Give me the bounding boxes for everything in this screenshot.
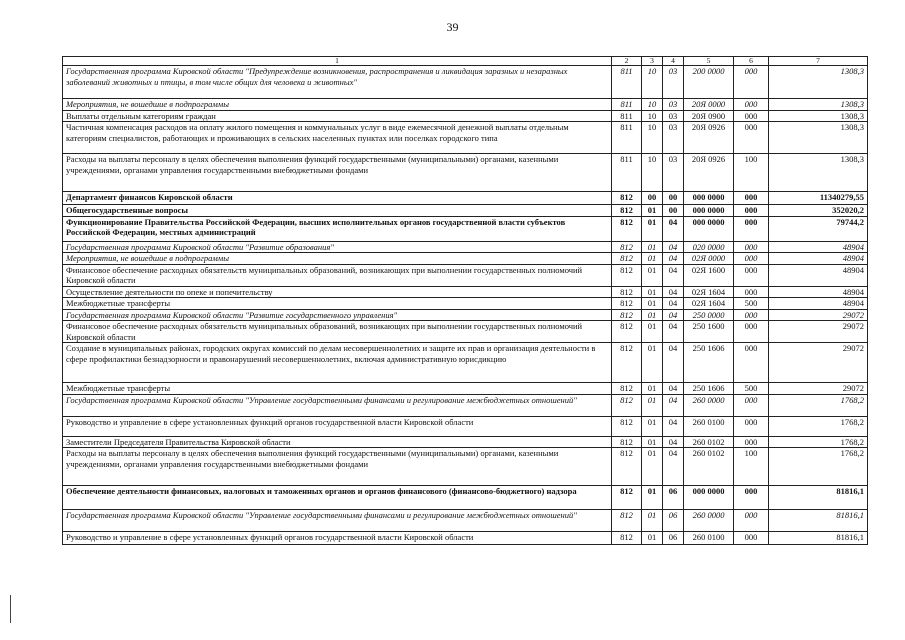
row-subsection: 06 xyxy=(663,532,684,545)
row-name: Мероприятия, не вошедшие в подпрограммы xyxy=(63,253,612,265)
row-subsection: 04 xyxy=(663,448,684,486)
row-subsection: 06 xyxy=(663,510,684,532)
row-name: Функционирование Правительства Российской Федерации, высших исполнительных органов государственной власти субъектов Российской Федерации, местных администраций xyxy=(63,216,612,241)
row-amount: 48904 xyxy=(769,241,868,253)
row-section: 01 xyxy=(642,253,663,265)
table-row xyxy=(63,343,868,383)
row-section: 01 xyxy=(642,216,663,241)
table-row xyxy=(63,383,868,395)
row-subsection: 03 xyxy=(663,154,684,192)
row-amount: 81816,1 xyxy=(769,510,868,532)
row-target-article: 250 1600 xyxy=(684,321,734,343)
row-name: Государственная программа Кировской области "Развитие образования" xyxy=(63,241,612,253)
row-target-article: 020 0000 xyxy=(684,241,734,253)
table-row xyxy=(63,205,868,217)
row-expense-type: 000 xyxy=(734,264,769,286)
row-target-article: 20Я 0900 xyxy=(684,110,734,122)
row-ministry-code: 811 xyxy=(612,154,642,192)
row-section: 01 xyxy=(642,436,663,448)
row-expense-type: 000 xyxy=(734,66,769,99)
table-row xyxy=(63,448,868,486)
row-expense-type: 000 xyxy=(734,253,769,265)
row-section: 10 xyxy=(642,99,663,111)
row-subsection: 00 xyxy=(663,205,684,217)
row-ministry-code: 812 xyxy=(612,205,642,217)
row-subsection: 04 xyxy=(663,343,684,383)
row-expense-type: 000 xyxy=(734,192,769,205)
header-col-3: 3 xyxy=(642,57,663,66)
row-target-article: 000 0000 xyxy=(684,205,734,217)
row-target-article: 250 1606 xyxy=(684,383,734,395)
table-row xyxy=(63,99,868,111)
row-section: 01 xyxy=(642,298,663,310)
row-amount: 79744,2 xyxy=(769,216,868,241)
row-name: Руководство и управление в сфере установленных функций органов государственной власти Кировской области xyxy=(63,416,612,436)
row-expense-type: 000 xyxy=(734,309,769,321)
row-ministry-code: 812 xyxy=(612,298,642,310)
row-target-article: 260 0100 xyxy=(684,532,734,545)
row-name: Заместители Председателя Правительства Кировской области xyxy=(63,436,612,448)
row-expense-type: 000 xyxy=(734,122,769,154)
header-col-1: 1 xyxy=(63,57,612,66)
row-ministry-code: 812 xyxy=(612,383,642,395)
row-ministry-code: 812 xyxy=(612,532,642,545)
row-amount: 1308,3 xyxy=(769,122,868,154)
row-amount: 1768,2 xyxy=(769,416,868,436)
row-ministry-code: 812 xyxy=(612,394,642,416)
row-subsection: 03 xyxy=(663,66,684,99)
table-row xyxy=(63,110,868,122)
table-row xyxy=(63,241,868,253)
row-name: Обеспечение деятельности финансовых, налоговых и таможенных органов и органов финансового (финансово-бюджетного) надзора xyxy=(63,486,612,510)
table-row xyxy=(63,192,868,205)
row-target-article: 260 0100 xyxy=(684,416,734,436)
table-row xyxy=(63,66,868,99)
row-target-article: 20Я 0000 xyxy=(684,99,734,111)
row-amount: 352020,2 xyxy=(769,205,868,217)
row-amount: 29072 xyxy=(769,321,868,343)
row-amount: 11340279,55 xyxy=(769,192,868,205)
header-col-4: 4 xyxy=(663,57,684,66)
row-ministry-code: 812 xyxy=(612,321,642,343)
row-ministry-code: 812 xyxy=(612,253,642,265)
row-expense-type: 100 xyxy=(734,154,769,192)
row-ministry-code: 811 xyxy=(612,66,642,99)
header-col-6: 6 xyxy=(734,57,769,66)
row-ministry-code: 812 xyxy=(612,448,642,486)
row-section: 01 xyxy=(642,205,663,217)
table-row xyxy=(63,416,868,436)
row-target-article: 260 0000 xyxy=(684,394,734,416)
row-ministry-code: 811 xyxy=(612,110,642,122)
budget-table xyxy=(62,56,868,545)
row-name: Межбюджетные трансферты xyxy=(63,383,612,395)
row-ministry-code: 812 xyxy=(612,486,642,510)
row-section: 01 xyxy=(642,486,663,510)
row-ministry-code: 812 xyxy=(612,436,642,448)
row-target-article: 20Я 0926 xyxy=(684,154,734,192)
table-row xyxy=(63,216,868,241)
row-subsection: 04 xyxy=(663,321,684,343)
table-row xyxy=(63,286,868,298)
row-name: Расходы на выплаты персоналу в целях обеспечения выполнения функций государственными (муниципальными) органами, казенными учреждениями, органами управления государственными внебюджетными фондами xyxy=(63,154,612,192)
header-col-7: 7 xyxy=(769,57,868,66)
row-name: Руководство и управление в сфере установленных функций органов государственной власти Кировской области xyxy=(63,532,612,545)
row-expense-type: 000 xyxy=(734,99,769,111)
row-subsection: 03 xyxy=(663,99,684,111)
row-subsection: 06 xyxy=(663,486,684,510)
table-row xyxy=(63,253,868,265)
row-amount: 81816,1 xyxy=(769,532,868,545)
row-target-article: 000 0000 xyxy=(684,486,734,510)
table-row xyxy=(63,532,868,545)
row-expense-type: 500 xyxy=(734,298,769,310)
row-name: Частичная компенсация расходов на оплату жилого помещения и коммунальных услуг в виде ежемесячной денежной выплаты отдельным категориям специалистов, работающих и проживающих в сельских населенных пунктах или поселках городского типа xyxy=(63,122,612,154)
row-target-article: 000 0000 xyxy=(684,216,734,241)
row-name: Финансовое обеспечение расходных обязательств муниципальных образований, возникающих при выполнении государственных полномочий Кировской области xyxy=(63,264,612,286)
row-amount: 1308,3 xyxy=(769,154,868,192)
row-expense-type: 000 xyxy=(734,510,769,532)
row-name: Создание в муниципальных районах, городских округах комиссий по делам несовершеннолетних и защите их прав и организация деятельности в сфере профилактики безнадзорности и правонарушений несовершеннолетних, включая административную юрисдикцию xyxy=(63,343,612,383)
row-section: 10 xyxy=(642,110,663,122)
row-target-article: 260 0000 xyxy=(684,510,734,532)
row-ministry-code: 812 xyxy=(612,241,642,253)
row-expense-type: 000 xyxy=(734,286,769,298)
row-subsection: 04 xyxy=(663,264,684,286)
row-section: 01 xyxy=(642,241,663,253)
row-amount: 48904 xyxy=(769,253,868,265)
row-expense-type: 000 xyxy=(734,416,769,436)
row-subsection: 03 xyxy=(663,110,684,122)
row-name: Выплаты отдельным категориям граждан xyxy=(63,110,612,122)
row-ministry-code: 812 xyxy=(612,216,642,241)
row-name: Финансовое обеспечение расходных обязательств муниципальных образований, возникающих при выполнении государственных полномочий Кировской области xyxy=(63,321,612,343)
row-ministry-code: 812 xyxy=(612,510,642,532)
table-row xyxy=(63,122,868,154)
row-target-article: 02Я 0000 xyxy=(684,253,734,265)
row-name: Общегосударственные вопросы xyxy=(63,205,612,217)
row-ministry-code: 812 xyxy=(612,416,642,436)
row-name: Мероприятия, не вошедшие в подпрограммы xyxy=(63,99,612,111)
row-section: 01 xyxy=(642,321,663,343)
row-ministry-code: 812 xyxy=(612,286,642,298)
row-amount: 1768,2 xyxy=(769,394,868,416)
row-expense-type: 000 xyxy=(734,532,769,545)
row-target-article: 200 0000 xyxy=(684,66,734,99)
row-amount: 29072 xyxy=(769,343,868,383)
row-amount: 48904 xyxy=(769,298,868,310)
row-ministry-code: 812 xyxy=(612,343,642,383)
table-row xyxy=(63,436,868,448)
row-target-article: 250 0000 xyxy=(684,309,734,321)
row-expense-type: 000 xyxy=(734,436,769,448)
row-section: 01 xyxy=(642,510,663,532)
row-ministry-code: 812 xyxy=(612,264,642,286)
row-expense-type: 000 xyxy=(734,110,769,122)
margin-rule xyxy=(10,595,11,623)
row-target-article: 02Я 1604 xyxy=(684,298,734,310)
row-amount: 81816,1 xyxy=(769,486,868,510)
row-name: Осуществление деятельности по опеке и попечительству xyxy=(63,286,612,298)
row-section: 10 xyxy=(642,122,663,154)
row-amount: 48904 xyxy=(769,286,868,298)
row-amount: 1768,2 xyxy=(769,448,868,486)
row-expense-type: 000 xyxy=(734,321,769,343)
row-subsection: 04 xyxy=(663,394,684,416)
row-target-article: 20Я 0926 xyxy=(684,122,734,154)
row-target-article: 260 0102 xyxy=(684,436,734,448)
row-ministry-code: 812 xyxy=(612,192,642,205)
row-section: 01 xyxy=(642,309,663,321)
row-ministry-code: 811 xyxy=(612,99,642,111)
row-amount: 1308,3 xyxy=(769,66,868,99)
row-amount: 48904 xyxy=(769,264,868,286)
row-section: 00 xyxy=(642,192,663,205)
row-section: 01 xyxy=(642,286,663,298)
row-target-article: 000 0000 xyxy=(684,192,734,205)
row-name: Департамент финансов Кировской области xyxy=(63,192,612,205)
row-section: 01 xyxy=(642,264,663,286)
row-subsection: 04 xyxy=(663,298,684,310)
row-target-article: 02Я 1604 xyxy=(684,286,734,298)
row-name: Межбюджетные трансферты xyxy=(63,298,612,310)
row-section: 01 xyxy=(642,343,663,383)
row-section: 01 xyxy=(642,448,663,486)
row-name: Государственная программа Кировской области "Управление государственными финансами и регулирование межбюджетных отношений" xyxy=(63,510,612,532)
page-number: 39 xyxy=(446,20,459,34)
row-section: 01 xyxy=(642,383,663,395)
row-subsection: 04 xyxy=(663,436,684,448)
table-row xyxy=(63,264,868,286)
table-row xyxy=(63,510,868,532)
row-expense-type: 500 xyxy=(734,383,769,395)
row-expense-type: 000 xyxy=(734,216,769,241)
row-target-article: 02Я 1600 xyxy=(684,264,734,286)
row-subsection: 04 xyxy=(663,241,684,253)
row-expense-type: 000 xyxy=(734,394,769,416)
row-section: 10 xyxy=(642,66,663,99)
table-row xyxy=(63,486,868,510)
row-subsection: 03 xyxy=(663,122,684,154)
row-amount: 29072 xyxy=(769,309,868,321)
row-expense-type: 000 xyxy=(734,486,769,510)
header-col-2: 2 xyxy=(612,57,642,66)
row-subsection: 00 xyxy=(663,192,684,205)
row-amount: 29072 xyxy=(769,383,868,395)
row-expense-type: 000 xyxy=(734,205,769,217)
table-row xyxy=(63,394,868,416)
row-name: Государственная программа Кировской области "Развитие государственного управления" xyxy=(63,309,612,321)
row-ministry-code: 811 xyxy=(612,122,642,154)
row-expense-type: 000 xyxy=(734,241,769,253)
table-row xyxy=(63,298,868,310)
row-name: Расходы на выплаты персоналу в целях обеспечения выполнения функций государственными (муниципальными) органами, казенными учреждениями, органами управления государственными внебюджетными фондами xyxy=(63,448,612,486)
row-amount: 1308,3 xyxy=(769,110,868,122)
table-row xyxy=(63,154,868,192)
row-subsection: 04 xyxy=(663,286,684,298)
header-col-5: 5 xyxy=(684,57,734,66)
table-row xyxy=(63,309,868,321)
row-expense-type: 100 xyxy=(734,448,769,486)
row-expense-type: 000 xyxy=(734,343,769,383)
row-amount: 1768,2 xyxy=(769,436,868,448)
row-section: 10 xyxy=(642,154,663,192)
row-name: Государственная программа Кировской области "Предупреждение возникновения, распространения и ликвидация заразных и незаразных заболеваний животных и птицы, в том числе общих для человека и животных" xyxy=(63,66,612,99)
table-row xyxy=(63,321,868,343)
row-subsection: 04 xyxy=(663,253,684,265)
row-amount: 1308,3 xyxy=(769,99,868,111)
header-row xyxy=(63,57,868,66)
row-target-article: 250 1606 xyxy=(684,343,734,383)
row-section: 01 xyxy=(642,394,663,416)
row-target-article: 260 0102 xyxy=(684,448,734,486)
row-name: Государственная программа Кировской области "Управление государственными финансами и регулирование межбюджетных отношений" xyxy=(63,394,612,416)
row-subsection: 04 xyxy=(663,216,684,241)
row-subsection: 04 xyxy=(663,309,684,321)
row-subsection: 04 xyxy=(663,383,684,395)
row-section: 01 xyxy=(642,532,663,545)
row-subsection: 04 xyxy=(663,416,684,436)
row-ministry-code: 812 xyxy=(612,309,642,321)
row-section: 01 xyxy=(642,416,663,436)
